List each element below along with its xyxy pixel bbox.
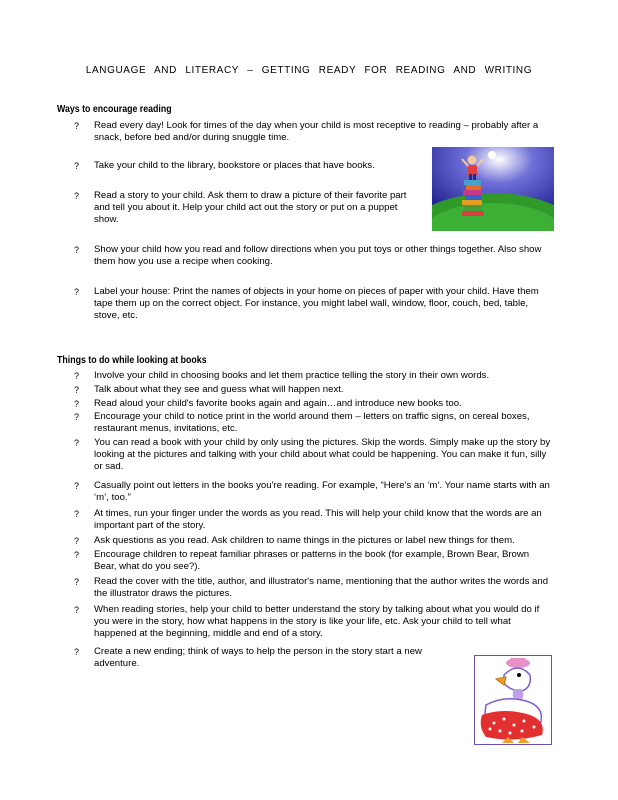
- page-title: LANGUAGE AND LITERACY – GETTING READY FOR READING AND WRITING: [85, 65, 533, 76]
- bullet-glyph: ?: [74, 481, 80, 491]
- bullet-glyph: ?: [74, 605, 80, 615]
- list-item: [74, 370, 554, 382]
- list-item-text: Talk about what they see and guess what will happen next.: [94, 384, 344, 395]
- list-item: [74, 508, 554, 532]
- list-item: [74, 437, 554, 473]
- list-item-text: Involve your child in choosing books and let them practice telling the story in their own words.: [94, 370, 490, 381]
- bullet-glyph: ?: [74, 245, 80, 255]
- child-on-books-illustration: [432, 147, 554, 231]
- list-item-text: When reading stories, help your child to better understand the story by talking about what you would do if you were in the story, how what happens in the story is like your life, etc. Ask your child to tell what happened at the beginning, middle and end of a story.: [94, 604, 540, 639]
- list-item: [74, 244, 554, 268]
- list-item: [74, 604, 554, 640]
- list-item-text: Create a new ending; think of ways to help the person in the story start a new adventure.: [94, 646, 422, 669]
- bullet-glyph: ?: [74, 509, 80, 519]
- list-item-text: Casually point out letters in the books you're reading. For example, “Here's an ‘m’. Your name starts with an ‘m’, too.”: [94, 480, 550, 503]
- list-item: [74, 384, 554, 396]
- bullet-glyph: ?: [74, 371, 80, 381]
- bullet-glyph: ?: [74, 385, 80, 395]
- bullet-glyph: ?: [74, 287, 80, 297]
- bullet-glyph: ?: [74, 536, 80, 546]
- list-item-text: Ask questions as you read. Ask children to name things in the pictures or label new things for them.: [94, 535, 515, 546]
- list-item-text: Label your house: Print the names of objects in your home on pieces of paper with your child. Have them tape them up on the correct object. For instance, you might label wall, window, floor, couch, bed, table, stove, etc.: [94, 286, 539, 321]
- section-heading-things: Things to do while looking at books: [57, 355, 207, 366]
- list-item: [74, 411, 554, 435]
- list-item-text: Encourage children to repeat familiar phrases or patterns in the book (for example, Brown Bear, Brown Bear, what do you see?).: [94, 549, 530, 572]
- bullet-glyph: ?: [74, 438, 80, 448]
- list-item: [74, 535, 554, 547]
- list-item: [74, 286, 554, 322]
- bullet-glyph: ?: [74, 161, 80, 171]
- list-item: [74, 576, 554, 600]
- list-item: [74, 549, 554, 573]
- bullet-glyph: ?: [74, 399, 80, 409]
- list-item: [74, 160, 414, 172]
- list-item-text: Take your child to the library, bookstore or places that have books.: [94, 160, 375, 171]
- list-item: [74, 480, 554, 504]
- list-item-text: Read every day! Look for times of the day when your child is most receptive to reading – probably after a snack, before bed and/or during snuggle time.: [94, 120, 539, 143]
- bullet-glyph: ?: [74, 191, 80, 201]
- bullet-glyph: ?: [74, 550, 80, 560]
- list-item-text: Encourage your child to notice print in the world around them – letters on traffic signs, on cereal boxes, restaurant menus, invitations, etc.: [94, 411, 530, 434]
- bullet-glyph: ?: [74, 412, 80, 422]
- bullet-glyph: ?: [74, 121, 80, 131]
- bullet-glyph: ?: [74, 647, 80, 657]
- list-item-text: You can read a book with your child by only using the pictures. Skip the words. Simply make up the story by looking at the pictures and talking with your child about what could be happening. You can make it fun, silly or sad.: [94, 437, 551, 472]
- list-item: [74, 190, 422, 226]
- list-item-text: Show your child how you read and follow directions when you put toys or other things together. Also show them how you use a recipe when cooking.: [94, 244, 542, 267]
- list-item-text: Read a story to your child. Ask them to draw a picture of their favorite part and tell you about it. Help your child act out the story or put on a puppet show.: [94, 190, 407, 225]
- list-item-text: Read the cover with the title, author, and illustrator's name, mentioning that the author writes the words and the illustrator draws the pictures.: [94, 576, 549, 599]
- section-heading-ways: Ways to encourage reading: [57, 104, 172, 115]
- mother-goose-illustration: [474, 655, 552, 745]
- list-item: [74, 646, 444, 670]
- bullet-glyph: ?: [74, 577, 80, 587]
- list-item-text: Read aloud your child's favorite books again and again…and introduce new books too.: [94, 398, 462, 409]
- list-item-text: At times, run your finger under the words as you read. This will help your child know that the words are an important part of the story.: [94, 508, 542, 531]
- list-item: [74, 398, 554, 410]
- list-item: [74, 120, 554, 144]
